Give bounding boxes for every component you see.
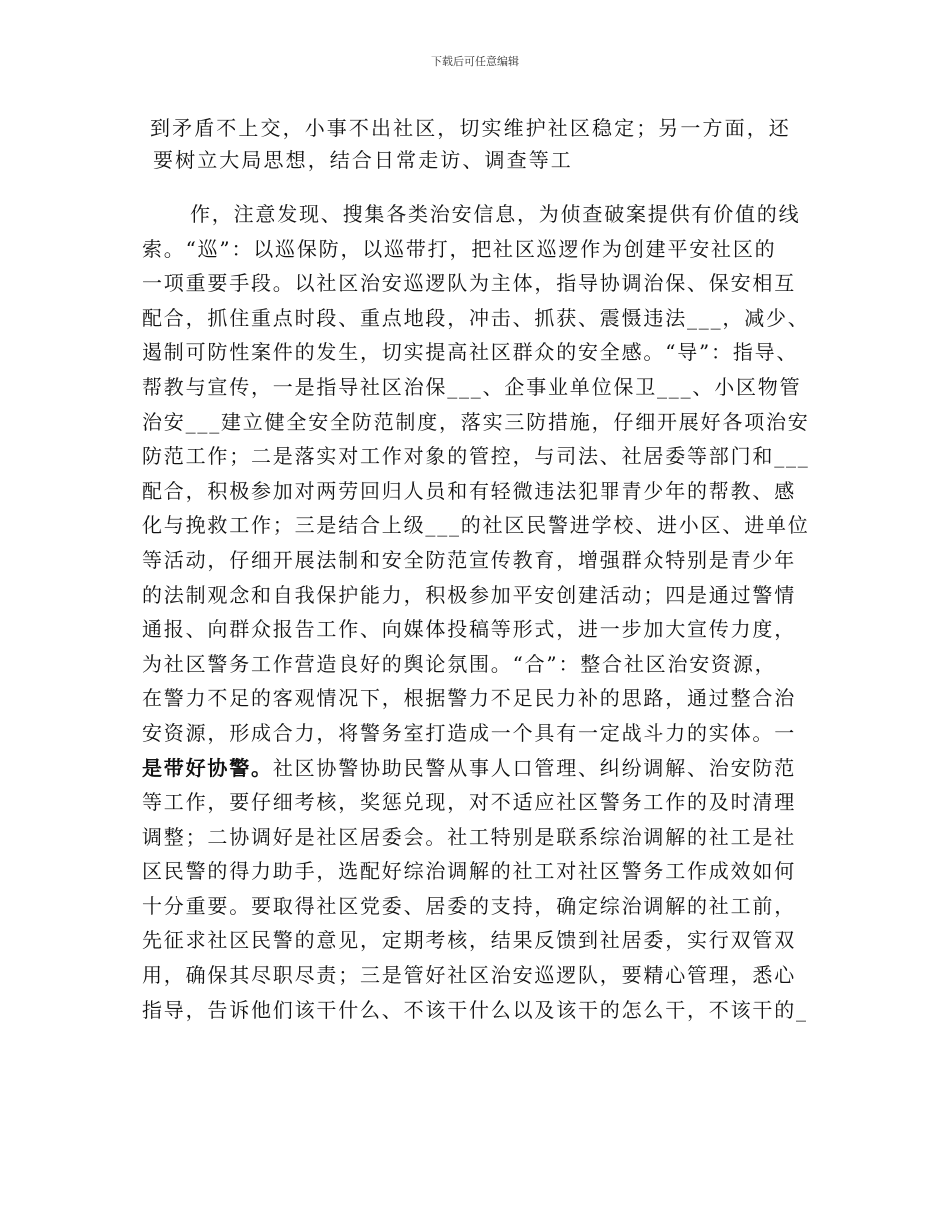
text-line: 在警力不足的客观情况下，根据警力不足民力补的思路，通过整合治 <box>142 686 796 711</box>
bold-heading: 是带好协警。 <box>142 755 273 780</box>
text-line: 等工作，要仔细考核，奖惩兑现，对不适应社区警务工作的及时清理 <box>142 790 796 815</box>
text-line: 调整；二协调好是社区居委会。社工特别是联系综治调解的社工是社 <box>142 824 796 849</box>
text-line: 为社区警务工作营造良好的舆论氛围。“合”：整合社区治安资源， <box>142 651 777 676</box>
intro-paragraph <box>150 112 830 176</box>
text-line: 作，注意发现、搜集各类治安信息，为侦查破案提供有价值的线 <box>190 202 801 226</box>
text-line: 配合，积极参加对两劳回归人员和有轻微违法犯罪青少年的帮教、感 <box>142 478 796 503</box>
text-line: 帮教与宣传，一是指导社区治保___、企事业单位保卫___、小区物管 <box>142 374 802 399</box>
text-line: 遏制可防性案件的发生，切实提高社区群众的安全感。“导”：指导、 <box>142 340 799 365</box>
text-line: 索。“巡”：以巡保防，以巡带打，把社区巡逻作为创建平安社区的 <box>142 236 777 261</box>
text-line: 等活动，仔细开展法制和安全防范宣传教育，增强群众特别是青少年 <box>142 547 796 572</box>
text-line: 指导，告诉他们该干什么、不该干什么以及该干的怎么干，不该干的_ <box>142 997 808 1022</box>
page-header-caption: 下载后可任意编辑 <box>431 55 519 68</box>
text-line: 防范工作；二是落实对工作对象的管控，与司法、社居委等部门和___ <box>142 444 810 469</box>
text-line: 通报、向群众报告工作、向媒体投稿等形式，进一步加大宣传力度， <box>142 617 796 642</box>
text-line: 化与挽救工作；三是结合上级___的社区民警进学校、进小区、进单位 <box>142 513 810 538</box>
text-line: 区民警的得力助手，选配好综治调解的社工对社区警务工作成效如何 <box>142 859 796 884</box>
text-line: 用，确保其尽职尽责；三是管好社区治安巡逻队，要精心管理，悉心 <box>142 963 796 988</box>
intro-line: 到矛盾不上交，小事不出社区，切实维护社区稳定；另一方面，还 <box>150 116 791 140</box>
text-line-with-bold <box>142 751 832 786</box>
text-line-rest: 社区协警协助民警从事人口管理、纠纷调解、治安防范 <box>272 755 797 780</box>
text-line: 先征求社区民警的意见，定期考核，结果反馈到社居委，实行双管双 <box>142 928 796 953</box>
text-line: 安资源，形成合力，将警务室打造成一个具有一定战斗力的实体。一 <box>142 720 796 745</box>
text-line: 治安___建立健全安全防范制度，落实三防措施，仔细开展好各项治安 <box>142 409 810 434</box>
intro-line: 要树立大局思想，结合日常走访、调查等工 <box>153 148 573 172</box>
text-line: 十分重要。要取得社区党委、居委的支持，确定综治调解的社工前， <box>142 893 796 918</box>
text-line: 一项重要手段。以社区治安巡逻队为主体，指导协调治保、保安相互 <box>142 271 796 296</box>
body-paragraph <box>142 197 832 1027</box>
text-line: 的法制观念和自我保护能力，积极参加平安创建活动；四是通过警情 <box>142 582 796 607</box>
text-line: 配合，抓住重点时段、重点地段，冲击、抓获、震慑违法___，减少、 <box>142 305 810 330</box>
